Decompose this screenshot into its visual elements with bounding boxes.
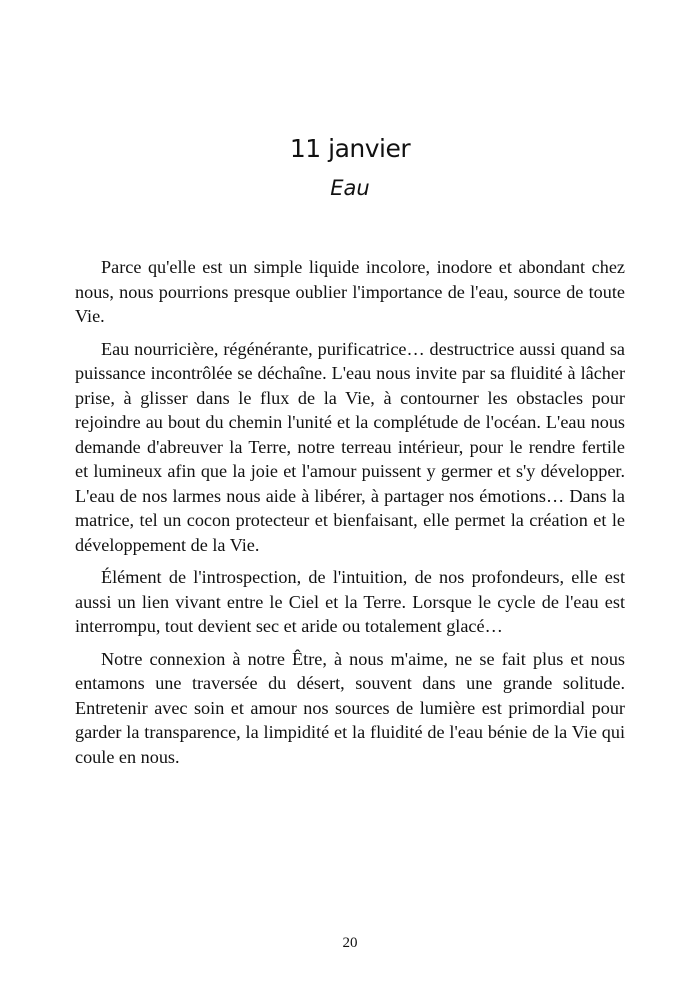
text-line: développement de la Vie. xyxy=(75,534,260,555)
text-line: Eau nourricière, régénérante, purificatrice… destructrice aussi quand sa xyxy=(101,338,625,359)
text-line: coule en nous. xyxy=(75,746,180,767)
text-line: Vie. xyxy=(75,306,105,326)
text-line: interrompu, tout devient sec et aride ou totalement glacé… xyxy=(75,616,503,636)
text-line: demande d'abreuver la Terre, notre terreau intérieur, pour le rendre fertile xyxy=(75,436,625,457)
paragraph xyxy=(75,647,625,770)
text-line: Élément de l'introspection, de l'intuition, de nos profondeurs, elle est xyxy=(101,567,625,587)
paragraph xyxy=(75,565,625,639)
text-line: matrice, tel un cocon protecteur et bienfaisant, elle permet la création et le xyxy=(75,510,625,530)
paragraph xyxy=(75,255,625,329)
body-text xyxy=(75,255,625,777)
text-line: et lumineux afin que la joie et l'amour puissent y germer et s'y développer. xyxy=(75,461,625,481)
text-line: garder la transparence, la limpidité et la fluidité de l'eau bénie de la Vie qui xyxy=(75,722,625,742)
text-line: L'eau de nos larmes nous aide à libérer, à partager nos émotions… Dans la xyxy=(75,485,625,506)
text-line: Entretenir avec soin et amour nos sources de lumière est primordial pour xyxy=(75,697,625,718)
text-line: aussi un lien vivant entre le Ciel et la Terre. Lorsque le cycle de l'eau est xyxy=(75,591,625,612)
text-line: entamons une traversée du désert, souvent dans une grande solitude. xyxy=(75,673,625,693)
text-line: prise, à glisser dans le flux de la Vie, à contourner les obstacles pour xyxy=(75,387,625,408)
text-line: Notre connexion à notre Être, à nous m'aime, ne se fait plus et nous xyxy=(101,648,625,669)
text-line: nous, nous pourrions presque oublier l'importance de l'eau, source de toute xyxy=(75,281,625,302)
text-line: Parce qu'elle est un simple liquide incolore, inodore et abondant chez xyxy=(101,257,625,277)
page-number: 20 xyxy=(342,935,358,951)
text-line: puissance incontrôlée se déchaîne. L'eau nous invite par sa fluidité à lâcher xyxy=(75,363,625,383)
page-subtitle: Eau xyxy=(330,176,370,200)
page-title: 11 janvier xyxy=(289,134,411,163)
text-line: rejoindre au bout du chemin l'unité et la complétude de l'océan. L'eau nous xyxy=(75,412,625,432)
paragraph xyxy=(75,337,625,558)
